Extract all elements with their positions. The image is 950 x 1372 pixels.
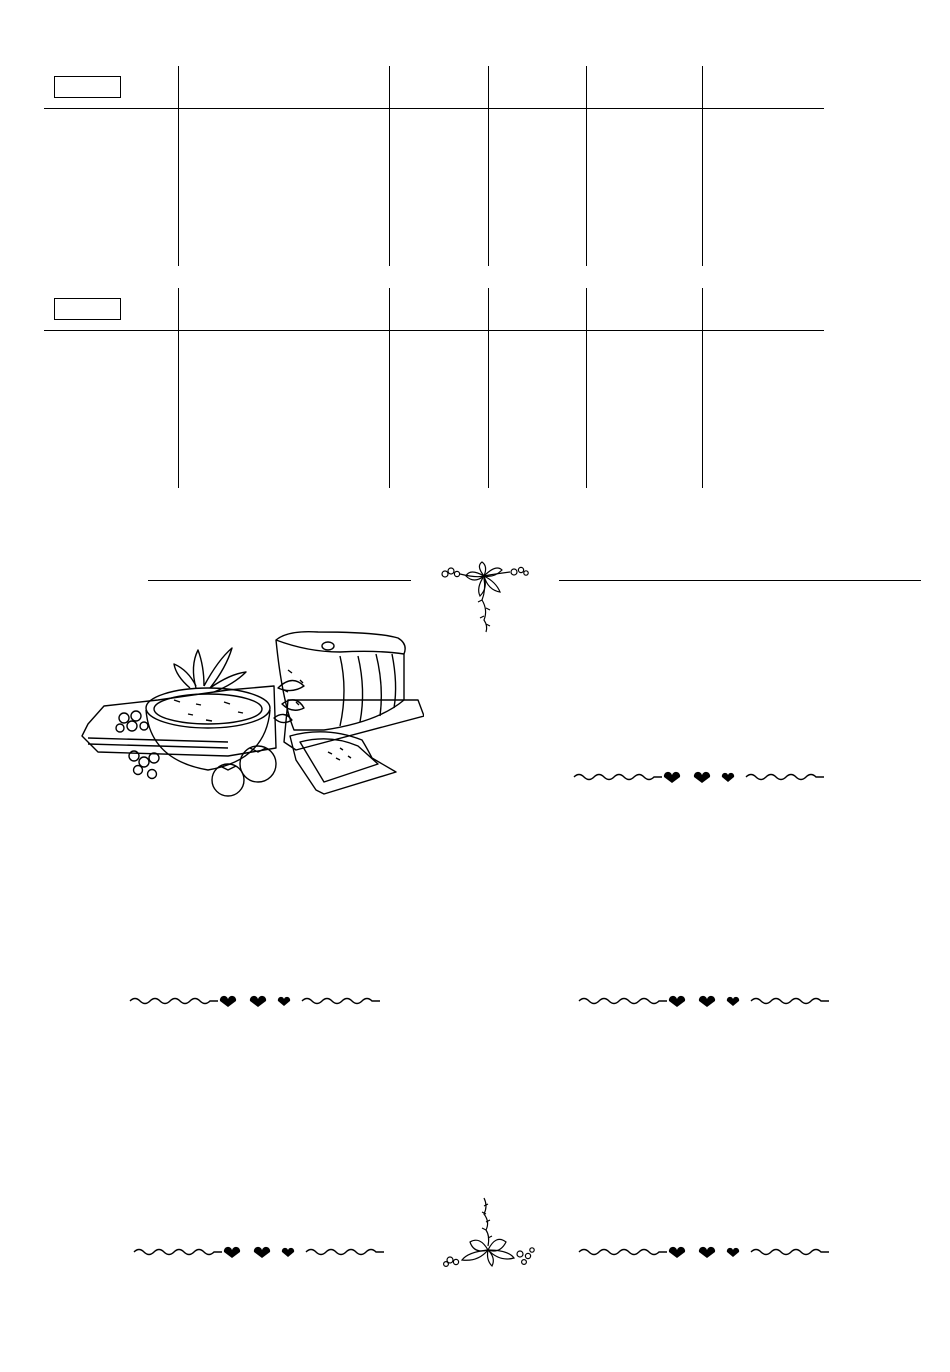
wave-heart-divider xyxy=(128,994,388,1008)
table-2-col-divider xyxy=(389,288,390,488)
menu-right-title-rule xyxy=(559,580,921,581)
wave-heart-divider xyxy=(577,1245,837,1259)
schedule-table-2 xyxy=(0,288,950,488)
table-2-col-divider xyxy=(488,288,489,488)
table-2-col-divider xyxy=(702,288,703,488)
ivy-leaf-ornament-top xyxy=(436,560,532,638)
table-1-col-divider xyxy=(702,66,703,266)
table-1-col-divider xyxy=(586,66,587,266)
table-1-col-divider xyxy=(488,66,489,266)
ivy-leaf-ornament-bottom xyxy=(440,1196,540,1272)
schedule-table-1 xyxy=(0,66,950,266)
wave-heart-divider xyxy=(132,1245,392,1259)
table-1-header-rule xyxy=(44,108,824,109)
table-2-header-rule xyxy=(44,330,824,331)
table-2-col-divider xyxy=(586,288,587,488)
soup-bowl-bread-illustration xyxy=(78,630,424,802)
table-1-col-divider xyxy=(389,66,390,266)
table-2-col-divider xyxy=(178,288,179,488)
table-1-label-box xyxy=(54,76,121,98)
menu-left-title-rule xyxy=(148,580,411,581)
table-2-label-box xyxy=(54,298,121,320)
wave-heart-divider xyxy=(572,770,832,784)
wave-heart-divider xyxy=(577,994,837,1008)
table-1-col-divider xyxy=(178,66,179,266)
